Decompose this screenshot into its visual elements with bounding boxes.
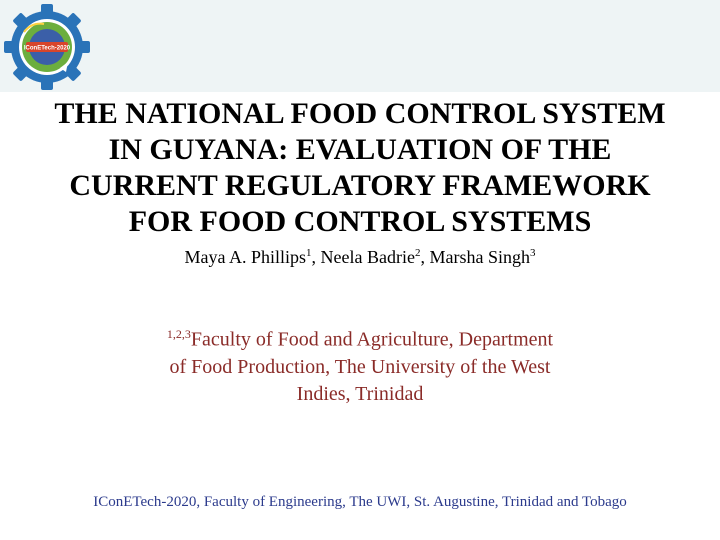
- slide-title: [10, 96, 710, 240]
- header-band: [0, 0, 720, 92]
- affiliation-line: Indies, Trinidad: [296, 382, 424, 405]
- author-separator: ,: [311, 247, 321, 267]
- logo-text: IConETech-2020: [23, 45, 71, 52]
- conference-logo: [2, 2, 92, 92]
- author-name: Marsha Singh: [429, 247, 530, 267]
- author-separator: ,: [420, 247, 430, 267]
- author-affiliation-mark: 1: [306, 247, 312, 259]
- title-line: CURRENT REGULATORY FRAMEWORK: [69, 169, 651, 202]
- author-name: Neela Badrie: [320, 247, 415, 267]
- affiliation-line: Faculty of Food and Agriculture, Department: [190, 328, 554, 351]
- author-affiliation-mark: 2: [414, 247, 421, 259]
- author-list: [0, 247, 720, 268]
- author-name: Maya A. Phillips: [184, 247, 307, 267]
- title-line: IN GUYANA: EVALUATION OF THE: [108, 133, 612, 166]
- affiliation-mark: 1,2,3: [166, 327, 191, 341]
- affiliation-line: of Food Production, The University of the West: [169, 355, 551, 378]
- affiliation: [110, 321, 610, 408]
- title-line: FOR FOOD CONTROL SYSTEMS: [128, 205, 592, 238]
- gear-logo-icon: [2, 2, 92, 92]
- author-affiliation-mark: 3: [529, 247, 536, 259]
- conference-footer: IConETech-2020, Faculty of Engineering, The UWI, St. Augustine, Trinidad and Tobago: [93, 494, 627, 510]
- title-line: THE NATIONAL FOOD CONTROL SYSTEM: [54, 97, 666, 130]
